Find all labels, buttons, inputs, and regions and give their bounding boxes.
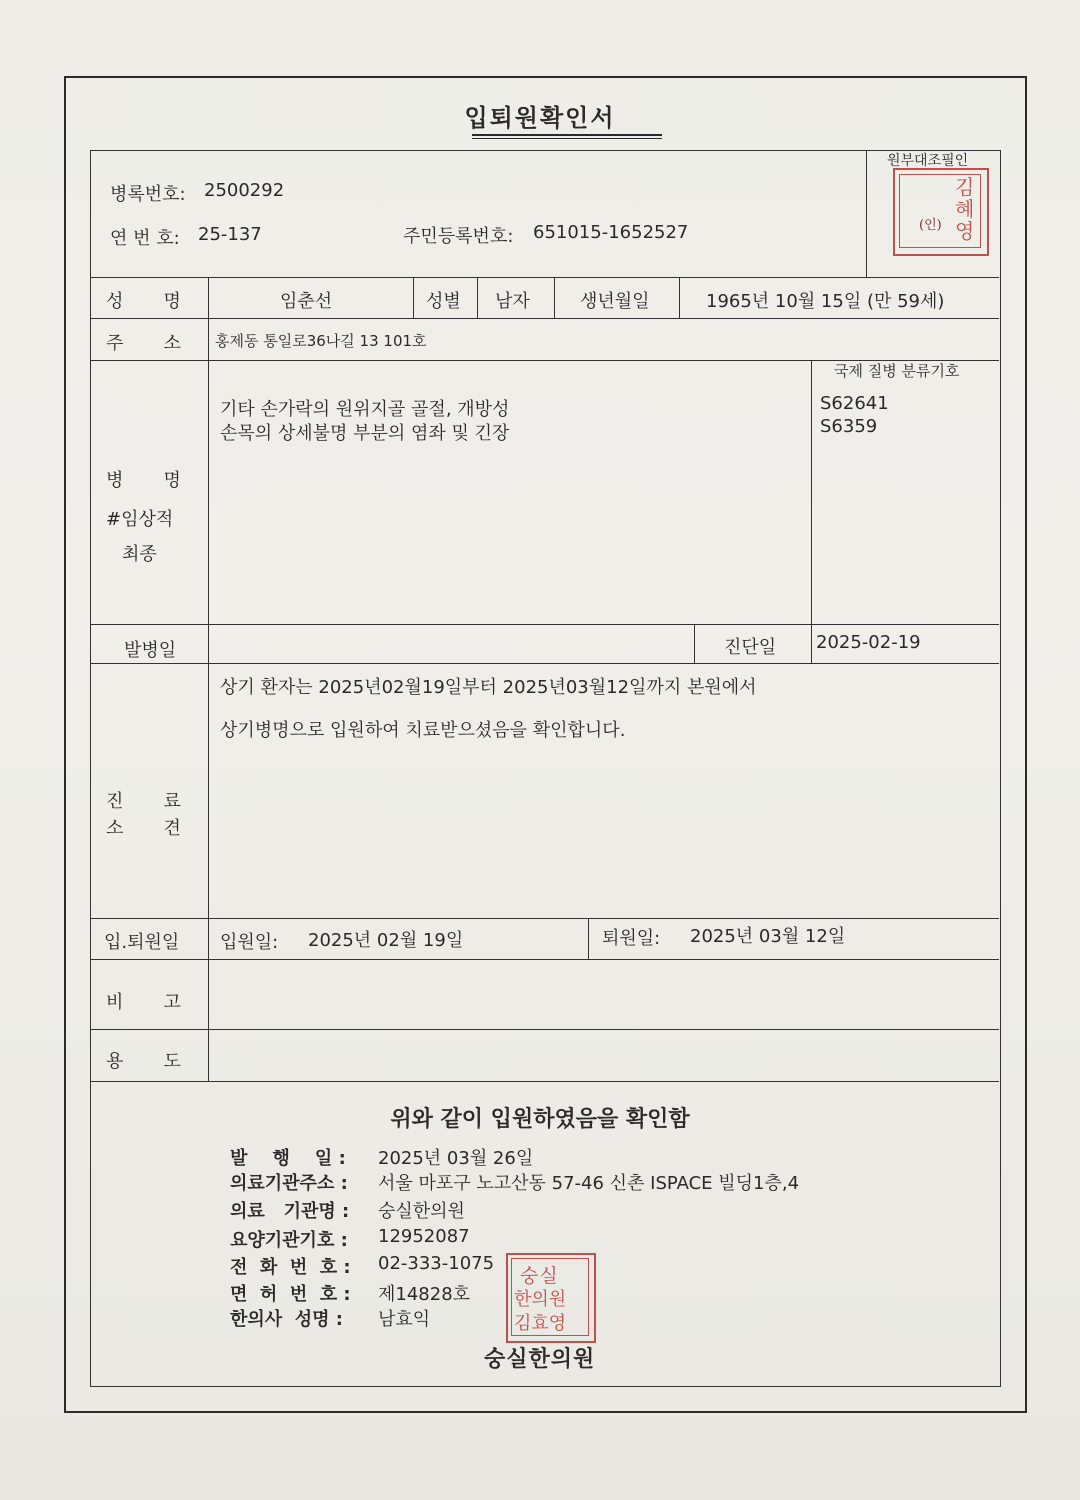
code-column-divider	[811, 360, 812, 624]
patient-dob: 1965년 10월 15일 (만 59세)	[706, 291, 945, 312]
admit-label: 입원일:	[220, 932, 279, 953]
document-title: 입퇴원확인서	[464, 104, 616, 132]
dob-label: 생년월일	[580, 291, 650, 312]
purpose-label: 용 도	[106, 1051, 181, 1072]
diagnosis-label-clinical: #임상적	[106, 509, 174, 530]
record-no: 2500292	[204, 180, 285, 201]
clinic-name-value: 숭실한의원	[378, 1201, 465, 1222]
address-label: 주 소	[106, 333, 181, 354]
license-number: 제14828호	[378, 1284, 471, 1305]
director-seal-label: 원부대조필인	[887, 153, 969, 169]
col-divider	[554, 277, 555, 318]
onset-label: 발병일	[124, 640, 177, 661]
patient-address: 홍제동 통일로36나길 13 101호	[215, 332, 427, 350]
discharge-date: 2025년 03월 12일	[690, 926, 846, 947]
resident-no: 651015-1652527	[533, 222, 689, 243]
label-column-divider	[208, 277, 209, 1081]
diagnosis-name-1: 기타 손가락의 원위지골 골절, 개방성	[220, 399, 510, 420]
remarks-label: 비 고	[106, 992, 181, 1013]
col-divider	[588, 918, 589, 959]
row-divider	[91, 959, 999, 960]
clinic-address-label: 의료기관주소 :	[230, 1173, 348, 1194]
license-label: 면 허 번 호 :	[230, 1284, 351, 1305]
diagnosis-code-2: S6359	[820, 416, 878, 437]
admission-label: 입.퇴원일	[104, 932, 180, 953]
row-divider	[91, 277, 999, 278]
issue-date-label: 발 행 일 :	[230, 1148, 346, 1169]
row-divider	[91, 918, 999, 919]
sex-label: 성별	[426, 291, 461, 312]
row-divider	[91, 1081, 999, 1082]
patient-name: 임춘선	[280, 291, 333, 312]
director-seal-name: 김혜영	[955, 175, 975, 243]
diagnosis-label: 병 명	[106, 470, 181, 491]
issue-date: 2025년 03월 26일	[378, 1148, 534, 1169]
serial-label: 연 번 호:	[110, 228, 180, 249]
admit-date: 2025년 02월 19일	[308, 930, 464, 951]
col-divider	[413, 277, 414, 318]
col-divider	[679, 277, 680, 318]
phone-label: 전 화 번 호 :	[230, 1257, 351, 1278]
care-code: 12952087	[378, 1226, 470, 1247]
diag-date: 2025-02-19	[816, 632, 921, 653]
seal-column-divider	[866, 151, 867, 277]
diagnosis-name-2: 손목의 상세불명 부분의 염좌 및 긴장	[220, 423, 510, 444]
diag-date-label: 진단일	[724, 637, 777, 658]
findings-label-1: 진 료	[106, 791, 181, 812]
director-seal-mark: (인)	[919, 218, 942, 233]
clinic-seal	[506, 1253, 596, 1343]
serial-no: 25-137	[198, 224, 262, 245]
doctor-name: 남효익	[378, 1309, 431, 1330]
diagnosis-code-1: S62641	[820, 393, 889, 414]
confirm-statement: 위와 같이 입원하였음을 확인함	[390, 1107, 690, 1132]
phone-number: 02-333-1075	[378, 1253, 495, 1274]
doctor-name-label: 한의사 성명 :	[230, 1309, 343, 1330]
discharge-label: 퇴원일:	[602, 928, 661, 949]
director-seal	[893, 168, 989, 256]
col-divider	[477, 277, 478, 318]
record-no-label: 병록번호:	[110, 184, 186, 205]
title-underline	[472, 134, 662, 139]
name-label: 성 명	[106, 291, 181, 312]
findings-line-2: 상기병명으로 입원하여 치료받으셨음을 확인합니다.	[220, 720, 626, 741]
care-code-label: 요양기관기호 :	[230, 1230, 348, 1251]
row-divider	[91, 624, 999, 625]
clinic-name-label: 의료 기관명 :	[230, 1201, 350, 1222]
clinic-address: 서울 마포구 노고산동 57-46 신촌 ISPACE 빌딩1층,4	[378, 1173, 800, 1194]
clinic-seal-line-3: 김효영	[514, 1313, 567, 1334]
row-divider	[91, 318, 999, 319]
row-divider	[91, 663, 999, 664]
patient-sex: 남자	[495, 291, 530, 312]
col-divider	[811, 624, 812, 663]
findings-label-2: 소 견	[106, 818, 181, 839]
col-divider	[694, 624, 695, 663]
findings-line-1: 상기 환자는 2025년02월19일부터 2025년03월12일까지 본원에서	[220, 677, 757, 698]
icd-header: 국제 질병 분류기호	[834, 362, 960, 380]
row-divider	[91, 1029, 999, 1030]
resident-label: 주민등록번호:	[403, 226, 514, 247]
clinic-seal-line-2: 한의원	[514, 1289, 567, 1310]
diagnosis-label-final: 최종	[122, 544, 157, 565]
clinic-name-signature: 숭실한의원	[484, 1347, 596, 1372]
clinic-seal-line-1: 숭실	[520, 1265, 559, 1287]
